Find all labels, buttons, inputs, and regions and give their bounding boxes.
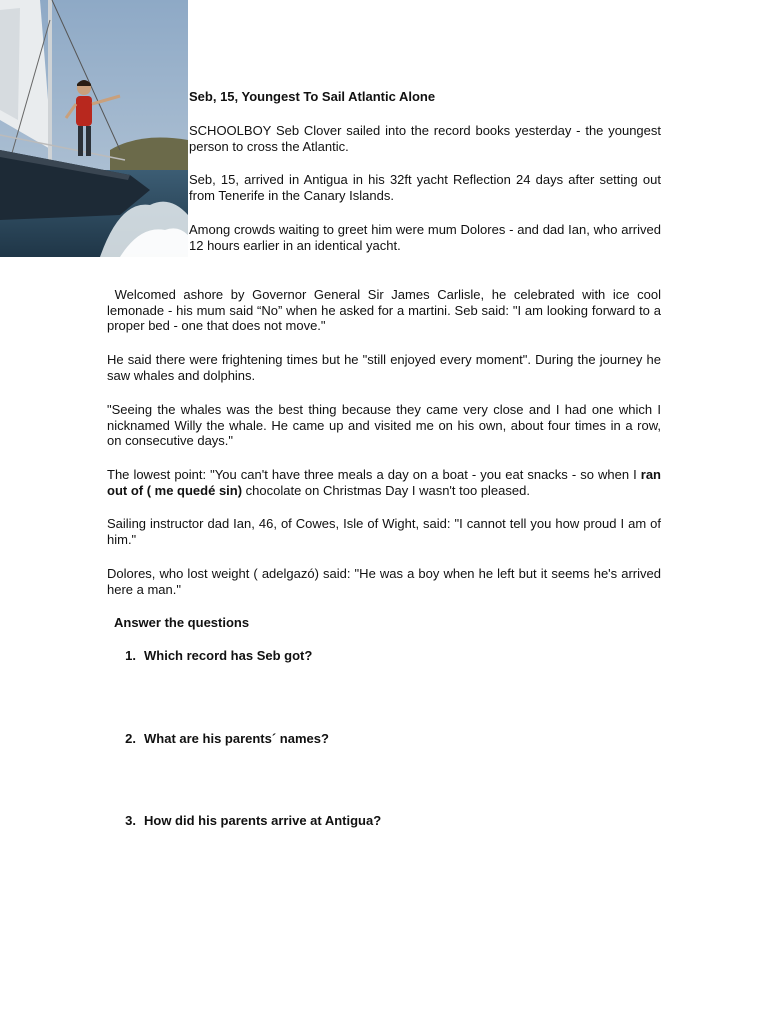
- sailboat-photo: [0, 0, 188, 257]
- paragraph-2: Seb, 15, arrived in Antigua in his 32ft yacht Reflection 24 days after setting out from Tenerife in the Canary Islands.: [189, 172, 661, 203]
- paragraph-3: Among crowds waiting to greet him were mum Dolores - and dad Ian, who arrived 12 hours earlier in an identical yacht.: [189, 222, 661, 253]
- paragraph-1: SCHOOLBOY Seb Clover sailed into the record books yesterday - the youngest person to cross the Atlantic.: [189, 123, 661, 154]
- paragraph-5: He said there were frightening times but he "still enjoyed every moment". During the journey he saw whales and dolphins.: [107, 352, 661, 383]
- lowest-point-bold: ran out of ( me quedé sin): [107, 467, 661, 498]
- question-2: [112, 731, 329, 746]
- question-text: How did his parents arrive at Antigua?: [144, 813, 382, 828]
- questions-heading: Answer the questions: [114, 615, 250, 630]
- article-title: Seb, 15, Youngest To Sail Atlantic Alone: [189, 89, 436, 104]
- question-text: What are his parents´ names?: [144, 731, 329, 746]
- paragraph-dad: Sailing instructor dad Ian, 46, of Cowes, Isle of Wight, said: "I cannot tell you how proud I am of him.": [107, 516, 661, 547]
- lowest-point-text-end: chocolate on Christmas Day I wasn't too pleased.: [242, 482, 530, 498]
- paragraph-6: "Seeing the whales was the best thing because they came very close and I had one which I nicknamed Willy the whale. He came up and visited me on his own, about four times in a row, on consecutive days.": [107, 402, 661, 448]
- sailboat-illustration: [0, 0, 188, 257]
- paragraph-dolores: Dolores, who lost weight ( adelgazó) said: "He was a boy when he left but it seems he's arrived here a man.": [107, 566, 661, 597]
- paragraph-4: Welcomed ashore by Governor General Sir James Carlisle, he celebrated with ice cool lemonade - his mum said “No” when he asked for a martini. Seb said: "I am looking forward to a proper bed - one that does not move.": [107, 287, 665, 333]
- question-text: Which record has Seb got?: [144, 648, 313, 663]
- question-3: [112, 813, 381, 828]
- paragraph-lowest-point: [107, 467, 661, 498]
- question-1: [112, 648, 312, 663]
- lowest-point-text: The lowest point: "You can't have three meals a day on a boat - you eat snacks - so when I: [107, 467, 641, 482]
- question-number: 3.: [125, 813, 136, 828]
- question-number: 1.: [125, 648, 136, 663]
- question-number: 2.: [125, 731, 136, 746]
